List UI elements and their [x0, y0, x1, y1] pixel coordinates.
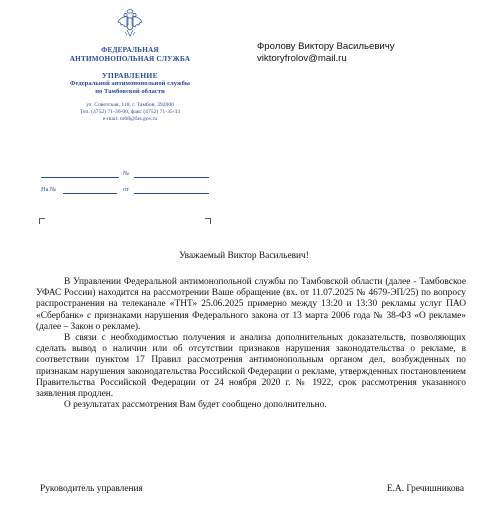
- addressee-name: Фролову Виктору Васильевичу: [257, 41, 395, 52]
- coat-of-arms-icon: [117, 8, 143, 40]
- signer-name: Е.А. Гречишникова: [386, 484, 464, 494]
- signature-block: [40, 484, 464, 494]
- agency-name-line1: ФЕДЕРАЛЬНАЯ: [101, 46, 159, 54]
- phone-fax: Тел. (4752) 71-36-00, факс (4752) 71-35-33: [79, 109, 181, 116]
- agency-email: e-mail: to68@fas.gov.ru: [102, 116, 158, 123]
- paragraph-2: В связи с необходимостью получения и анализа дополнительных доказательств, позволяющих сделать вывод о наличии или об отсутствии признаков нарушения законодательства о рекламе, в соответствии пунктом 17 Правил рассмотрения антимонопольным органом дел, возбужденных по признакам нарушения законодательства Российской Федерации о рекламе, утвержденных постановлением Правительства Российской Федерации от 24 ноября 2020 г. № 1922, срок рассмотрения указанного заявления продлен.: [36, 333, 466, 400]
- department-title: УПРАВЛЕНИЕ: [101, 71, 158, 80]
- paragraph-3: О результатах рассмотрения Вам будет сообщено дополнительно.: [64, 400, 327, 411]
- signer-position: Руководитель управления: [40, 484, 143, 494]
- addressee-block: [257, 41, 395, 65]
- outgoing-number-line: [134, 177, 209, 178]
- postal-address: ул. Советская, 118, г. Тамбов, 392000: [86, 102, 174, 108]
- department-name-line1: Федеральной антимонопольной службы: [69, 80, 191, 87]
- department-name-line2: по Тамбовской области: [95, 88, 165, 95]
- reference-date-label: от: [123, 186, 129, 193]
- outgoing-date-line: [41, 177, 119, 178]
- reference-number-label: На №: [41, 186, 57, 193]
- greeting: Уважаемый Виктор Васильевич!: [179, 251, 309, 261]
- addressee-email: viktoryfrolov@mail.ru: [257, 53, 347, 64]
- subject-bracket-right: [205, 218, 211, 224]
- letterhead: [36, 8, 224, 124]
- subject-bracket-left: [39, 218, 45, 224]
- reference-date-line: [134, 193, 209, 194]
- letter-body: [36, 277, 466, 411]
- reference-number-line: [63, 193, 117, 194]
- agency-name-line2: АНТИМОНОПОЛЬНАЯ СЛУЖБА: [69, 55, 191, 63]
- outgoing-number-sign: №: [123, 170, 130, 177]
- paragraph-1: В Управлении Федеральной антимонопольной службы по Тамбовской области (далее - Тамбовское УФАС России) находится на рассмотрении Ваше обращение (вх. от 11.07.2025 № 4679-ЭП/25) по вопросу распространения на телеканале «ТНТ» 25.06.2025 примерно между 13:20 и 13:30 рекламы услуг ПАО «Сбербанк» с признаками нарушения Федерального закона от 13 марта 2006 года № 38-ФЗ «О рекламе» (далее – Закон о рекламе).: [36, 277, 466, 332]
